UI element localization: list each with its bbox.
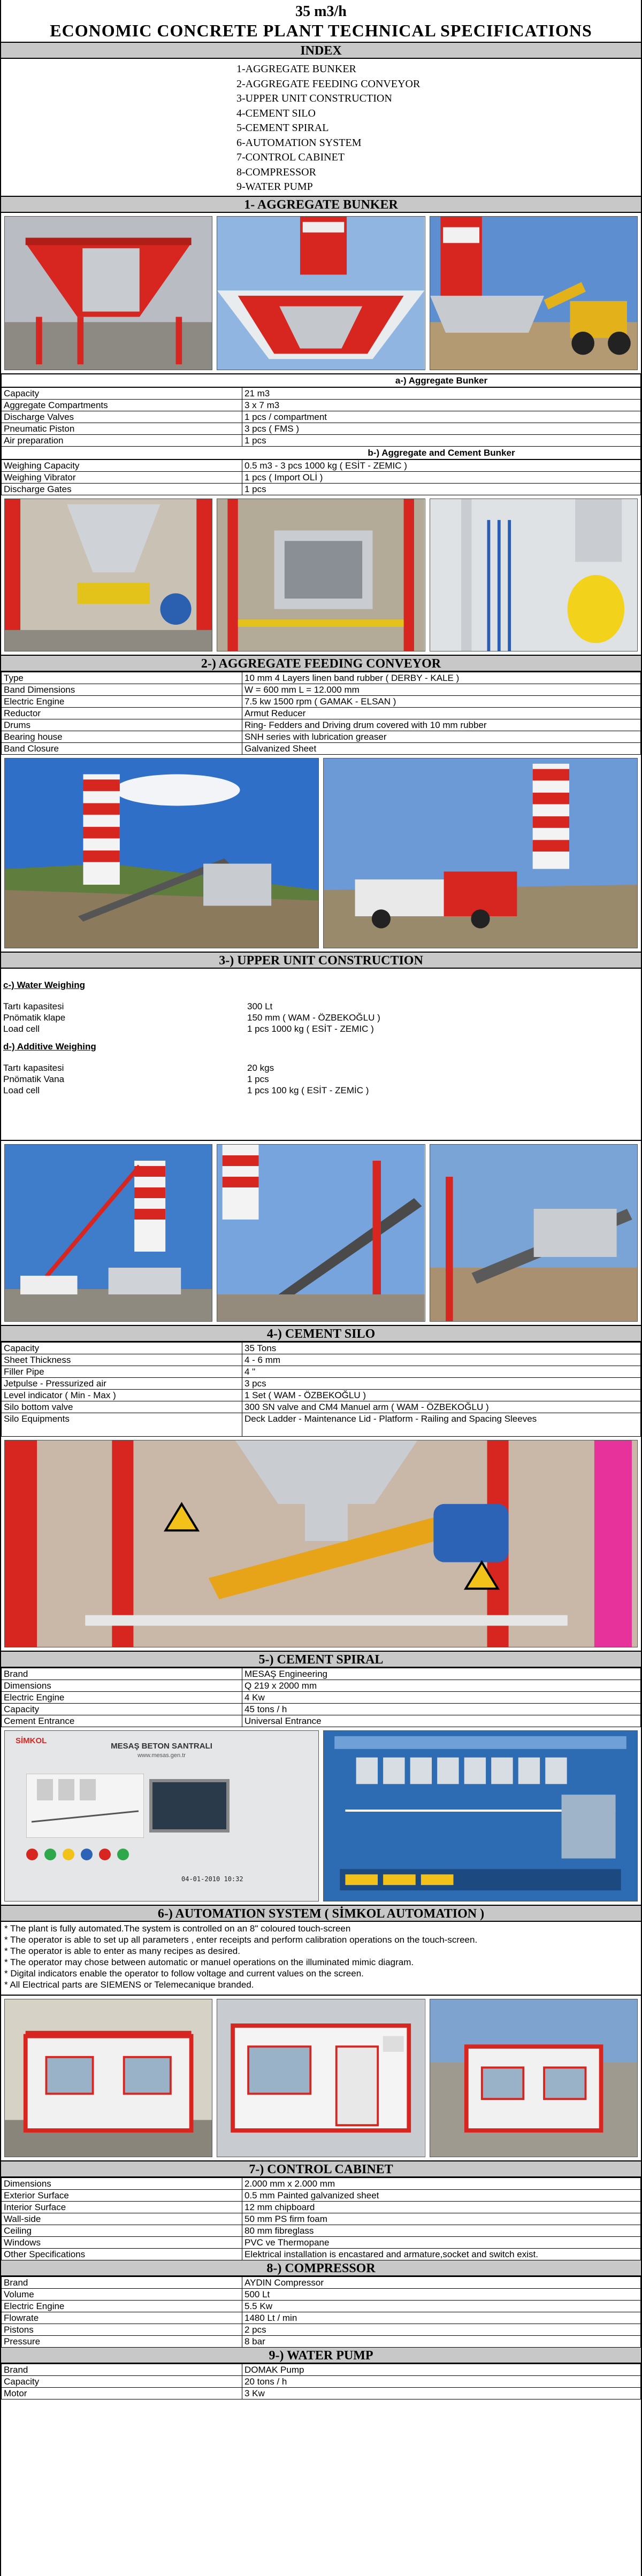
index-item: 7-CONTROL CABINET	[236, 151, 345, 163]
table-row: Drums Ring- Fedders and Driving drum covered with 10 mm rubber	[2, 719, 641, 731]
automation-bullets	[1, 1922, 641, 1996]
list-item: * The plant is fully automated.The system is controlled on an 8" coloured touch-screen	[4, 1923, 351, 1934]
compressor-table	[1, 2276, 641, 2348]
red-button-icon	[26, 1849, 38, 1860]
table-row: Windows PVC ve Thermopane	[2, 2237, 641, 2249]
cabinet-photos	[1, 1996, 641, 2161]
table-row: Brand MESAŞ Engineering	[2, 1668, 641, 1680]
table-row: Motor 3 Kw	[2, 2388, 641, 2399]
table-row: Capacity 21 m3	[2, 388, 641, 400]
bunker-table-b	[1, 459, 641, 495]
index-item: 5-CEMENT SPIRAL	[236, 122, 329, 134]
table-row: Ceiling 80 mm fibreglass	[2, 2225, 641, 2237]
weighing-photos	[1, 495, 641, 656]
bunker-photo-2	[217, 216, 425, 370]
list-item: * The operator is able to enter as many recipes as desired.	[4, 1946, 240, 1956]
table-row: Electric Engine 7.5 kw 1500 rpm ( GAMAK - ELSAN )	[2, 696, 641, 708]
upper-photo-1	[4, 1144, 212, 1322]
table-row: Brand AYDIN Compressor	[2, 2277, 641, 2289]
table-row: Band Closure Galvanized Sheet	[2, 743, 641, 755]
table-row: Capacity 45 tons / h	[2, 1704, 641, 1715]
table-row: Load cell 1 pcs 100 kg ( ESİT - ZEMİC )	[3, 1085, 369, 1095]
conveyor-photo-1	[4, 758, 319, 948]
document-header	[1, 0, 641, 43]
upper-photo-2	[217, 1144, 425, 1322]
index-item: 1-AGGREGATE BUNKER	[236, 63, 356, 75]
list-item: * Digital indicators enable the operator to follow voltage and current values on the screen.	[4, 1968, 364, 1979]
panel-url: www.mesas.gen.tr	[137, 1752, 186, 1759]
upper-photo-3	[430, 1144, 638, 1322]
index-heading: INDEX	[1, 43, 641, 59]
table-row: Flowrate 1480 Lt / min	[2, 2312, 641, 2324]
index-item: 4-CEMENT SILO	[236, 107, 316, 119]
automation-heading: 6-) AUTOMATION SYSTEM ( SİMKOL AUTOMATION )	[1, 1906, 641, 1922]
bunker-photo-3	[430, 216, 638, 370]
upper-photos	[1, 1141, 641, 1326]
table-row: Silo bottom valve 300 SN valve and CM4 Manuel arm ( WAM - ÖZBEKOĞLU )	[2, 1401, 641, 1413]
silo-photo	[1, 1437, 641, 1652]
table-row: Type 10 mm 4 Layers linen band rubber ( DERBY - KALE )	[2, 672, 641, 684]
green-button-icon	[44, 1849, 56, 1860]
silo-heading: 4-) CEMENT SILO	[1, 1326, 641, 1342]
weighing-photo-2	[217, 499, 425, 651]
table-row: Dimensions Q 219 x 2000 mm	[2, 1680, 641, 1692]
weighing-photo-3	[430, 499, 638, 651]
table-row: Tartı kapasitesi 300 Lt	[3, 1001, 273, 1011]
table-row: Discharge Gates 1 pcs	[2, 484, 641, 495]
panel-mimic-diagram	[26, 1774, 144, 1838]
table-row: Tartı kapasitesi 20 kgs	[3, 1063, 274, 1073]
table-row: Wall-side 50 mm PS firm foam	[2, 2213, 641, 2225]
water-weighing-subheading: c-) Water Weighing	[3, 980, 85, 990]
table-row: Electric Engine 5.5 Kw	[2, 2301, 641, 2312]
automation-photos	[1, 1727, 641, 1906]
panel-buttons	[26, 1849, 129, 1860]
bunker-subheading-b: b-) Aggregate and Cement Bunker	[1, 447, 641, 459]
table-row: Weighing Capacity 0.5 m3 - 3 pcs 1000 kg ( ESİT - ZEMIC )	[2, 460, 641, 472]
table-row: Pnömatik klape 150 mm ( WAM - ÖZBEKOĞLU )	[3, 1013, 380, 1023]
cement-spiral-photo	[4, 1440, 638, 1647]
conveyor-heading: 2-) AGGREGATE FEEDING CONVEYOR	[1, 656, 641, 672]
panel-screen	[149, 1779, 230, 1833]
table-row: Reductor Armut Reducer	[2, 708, 641, 719]
panel-title: MESAŞ BETON SANTRALI	[111, 1742, 212, 1751]
bunker-heading: 1- AGGREGATE BUNKER	[1, 197, 641, 213]
red-button-icon	[99, 1849, 111, 1860]
pump-heading: 9-) WATER PUMP	[1, 2348, 641, 2364]
panel-date: 04-01-2010 10:32	[181, 1875, 243, 1883]
table-row: Sheet Thickness 4 - 6 mm	[2, 1354, 641, 1366]
table-row: Band Dimensions W = 600 mm L = 12.000 mm	[2, 684, 641, 696]
bunker-subheading-a: a-) Aggregate Bunker	[1, 374, 641, 387]
cabinet-photo-2	[217, 1999, 425, 2157]
table-row: Exterior Surface 0.5 mm Painted galvanized sheet	[2, 2190, 641, 2202]
table-row: Pneumatic Piston 3 pcs ( FMS )	[2, 423, 641, 435]
table-row: Jetpulse - Pressurized air 3 pcs	[2, 1378, 641, 1390]
control-panel-photo	[4, 1730, 319, 1902]
touch-screen-photo	[323, 1730, 638, 1902]
table-row: Pistons 2 pcs	[2, 2324, 641, 2336]
index-item: 3-UPPER UNIT CONSTRUCTION	[236, 93, 392, 104]
index-item: 6-AUTOMATION SYSTEM	[236, 136, 362, 149]
index-list	[1, 59, 641, 197]
index-item: 8-COMPRESSOR	[236, 166, 316, 178]
table-row: Volume 500 Lt	[2, 2289, 641, 2301]
table-row: Capacity 35 Tons	[2, 1343, 641, 1354]
bunker-photo-1	[4, 216, 212, 370]
index-item: 9-WATER PUMP	[236, 181, 313, 193]
table-row: Load cell 1 pcs 1000 kg ( ESİT - ZEMIC )	[3, 1024, 374, 1034]
cabinet-heading: 7-) CONTROL CABINET	[1, 2161, 641, 2178]
cabinet-table	[1, 2178, 641, 2260]
upper-block	[1, 969, 641, 1141]
cabinet-photo-3	[430, 1999, 638, 2157]
list-item: * The operator is able to set up all parameters , enter receipts and perform calibration operations on the touch-screen.	[4, 1935, 478, 1945]
table-row: Discharge Valves 1 pcs / compartment	[2, 411, 641, 423]
table-row: Pressure 8 bar	[2, 2336, 641, 2348]
table-row: Interior Surface 12 mm chipboard	[2, 2202, 641, 2213]
table-row: Level indicator ( Min - Max ) 1 Set ( WAM - ÖZBEKOĞLU )	[2, 1390, 641, 1401]
document-title: ECONOMIC CONCRETE PLANT TECHNICAL SPECIFICATIONS	[50, 21, 592, 40]
conveyor-photos	[1, 755, 641, 953]
table-row: Bearing house SNH series with lubrication greaser	[2, 731, 641, 743]
pump-table	[1, 2364, 641, 2399]
table-row: Other Specifications Elektrical installation is encastared and armature,socket and switch exist.	[2, 2249, 641, 2260]
table-row: Capacity 20 tons / h	[2, 2376, 641, 2388]
green-button-icon	[117, 1849, 129, 1860]
spiral-heading: 5-) CEMENT SPIRAL	[1, 1652, 641, 1668]
spiral-table	[1, 1668, 641, 1727]
table-row: Aggregate Compartments 3 x 7 m3	[2, 400, 641, 411]
weighing-photo-1	[4, 499, 212, 651]
bunker-table-a	[1, 387, 641, 447]
compressor-heading: 8-) COMPRESSOR	[1, 2260, 641, 2276]
table-row: Pnömatik Vana 1 pcs	[3, 1074, 269, 1084]
yellow-button-icon	[63, 1849, 74, 1860]
table-row: Silo Equipments Deck Ladder - Maintenance Lid - Platform - Railing and Spacing Sleeves	[2, 1413, 641, 1437]
table-row: Brand DOMAK Pump	[2, 2364, 641, 2376]
table-row: Dimensions 2.000 mm x 2.000 mm	[2, 2178, 641, 2190]
index-item: 2-AGGREGATE FEEDING CONVEYOR	[236, 78, 421, 90]
capacity-title: 35 m3/h	[295, 3, 347, 20]
table-row: Weighing Vibrator 1 pcs ( Import OLİ )	[2, 472, 641, 484]
table-row: Cement Entrance Universal Entrance	[2, 1715, 641, 1727]
silo-table	[1, 1342, 641, 1437]
list-item: * The operator may chose between automatic or manuel operations on the illuminated mimic diagram.	[4, 1957, 414, 1967]
upper-heading: 3-) UPPER UNIT CONSTRUCTION	[1, 953, 641, 969]
conveyor-table	[1, 672, 641, 755]
additive-weighing-subheading: d-) Additive Weighing	[3, 1041, 96, 1052]
table-row: Electric Engine 4 Kw	[2, 1692, 641, 1704]
panel-brand: SİMKOL	[16, 1736, 47, 1745]
blue-button-icon	[81, 1849, 93, 1860]
table-row: Air preparation 1 pcs	[2, 435, 641, 447]
conveyor-photo-2	[323, 758, 638, 948]
table-row: Filler Pipe 4 "	[2, 1366, 641, 1378]
cabinet-photo-1	[4, 1999, 212, 2157]
bunker-photos	[1, 213, 641, 374]
list-item: * All Electrical parts are SIEMENS or Telemecanique branded.	[4, 1980, 254, 1990]
